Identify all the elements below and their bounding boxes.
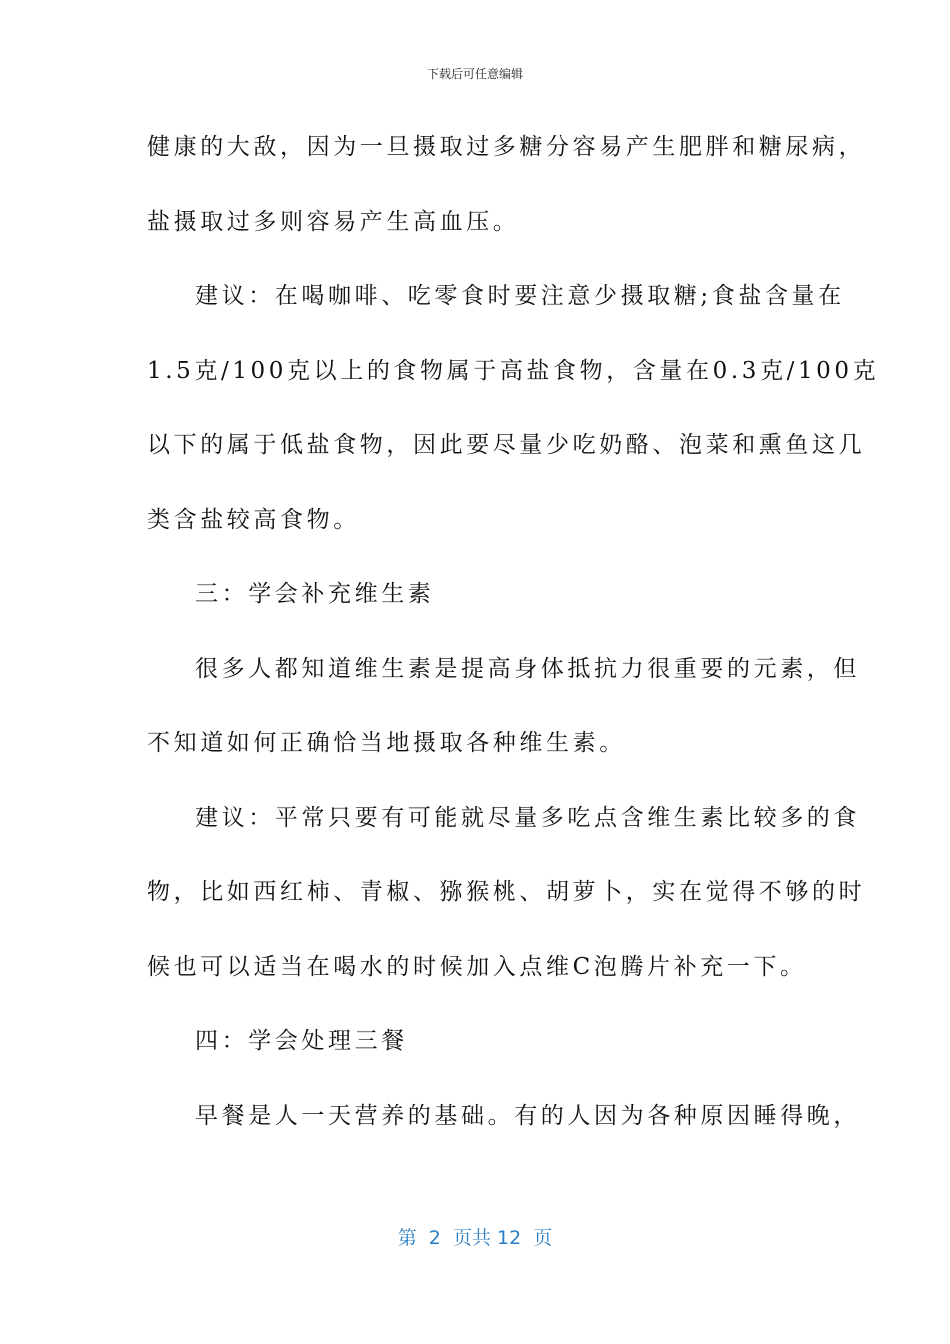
page-header: 下载后可任意编辑 <box>426 67 523 81</box>
text-line-10: 建议：平常只要有可能就尽量多吃点含维生素比较多的食 <box>195 804 860 831</box>
text-line-5: 以下的属于低盐食物，因此要尽量少吃奶酪、泡菜和熏鱼这几 <box>147 432 866 458</box>
text-line-14: 早餐是人一天营养的基础。有的人因为各种原因睡得晚， <box>195 1102 860 1129</box>
text-line-12: 候也可以适当在喝水的时候加入点维C泡腾片补充一下。 <box>147 953 807 980</box>
text-line-9: 不知道如何正确恰当地摄取各种维生素。 <box>147 730 626 756</box>
text-line-4: 1.5克/100克以上的食物属于高盐食物，含量在0.3克/100克 <box>147 357 880 384</box>
page-number-footer: 第 2 页共 12 页 <box>397 1227 553 1249</box>
text-line-1: 健康的大敌，因为一旦摄取过多糖分容易产生肥胖和糖尿病， <box>147 134 866 160</box>
text-line-6: 类含盐较高食物。 <box>147 506 360 533</box>
text-line-2: 盐摄取过多则容易产生高血压。 <box>147 208 520 235</box>
text-line-8: 很多人都知道维生素是提高身体抵抗力很重要的元素，但 <box>195 655 860 682</box>
text-line-3: 建议：在喝咖啡、吃零食时要注意少摄取糖;食盐含量在 <box>195 283 845 309</box>
document-body <box>147 122 880 1165</box>
text-line-11: 物，比如西红柿、青椒、猕猴桃、胡萝卜，实在觉得不够的时 <box>147 879 866 905</box>
section-heading-vitamins: 三：学会补充维生素 <box>195 581 435 607</box>
section-heading-meals: 四：学会处理三餐 <box>195 1028 408 1054</box>
